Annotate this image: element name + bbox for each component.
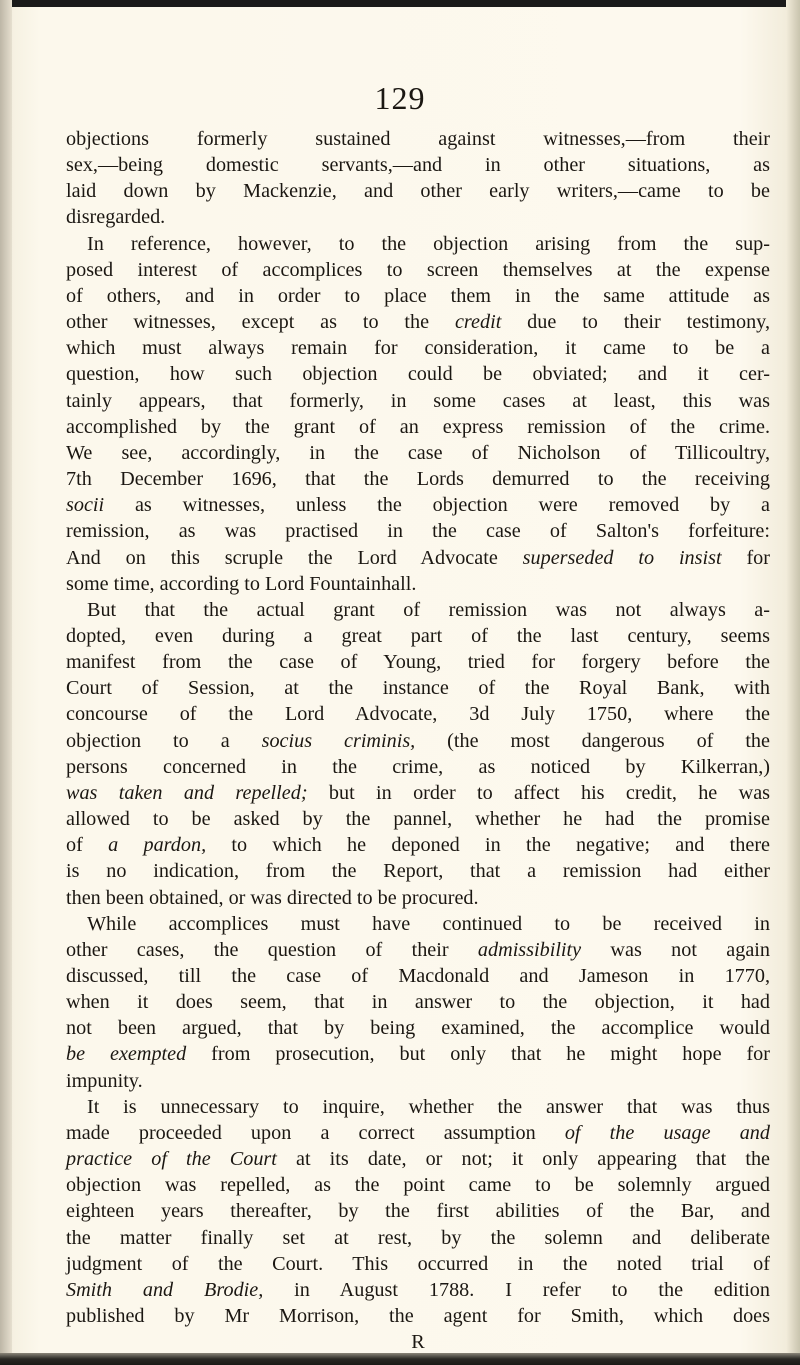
- text-line: We see, accordingly, in the case of Nicholson of Tillicoultry,: [66, 441, 770, 464]
- text-line: manifest from the case of Young, tried for forgery before the: [66, 651, 770, 674]
- text-line: laid down by Mackenzie, and other early writers,—came to be: [66, 180, 770, 203]
- text-line: practice of the Court at its date, or not; it only appearing that the: [66, 1148, 770, 1171]
- text-line: objection was repelled, as the point came to be solemnly argued: [66, 1174, 770, 1197]
- text-line: 7th December 1696, that the Lords demurred to the receiving: [66, 468, 770, 491]
- text-line: allowed to be asked by the pannel, whether he had the promise: [66, 808, 770, 831]
- text-line: Smith and Brodie, in August 1788. I refer to the edition: [66, 1278, 770, 1301]
- text-line: dopted, even during a great part of the last century, seems: [66, 624, 770, 647]
- body-text: [66, 126, 770, 1355]
- text-line: which must always remain for consideration, it came to be a: [66, 337, 770, 360]
- text-line: It is unnecessary to inquire, whether the answer that was thus: [87, 1095, 770, 1118]
- text-line: And on this scruple the Lord Advocate superseded to insist for: [66, 546, 770, 569]
- text-line: when it does seem, that in answer to the objection, it had: [66, 991, 770, 1014]
- italic-phrase: be exempted: [66, 1043, 187, 1066]
- text-line: socii as witnesses, unless the objection were removed by a: [66, 494, 770, 517]
- text-line: not been argued, that by being examined, the accomplice would: [66, 1017, 770, 1040]
- italic-phrase: credit: [454, 311, 502, 334]
- top-border: [0, 0, 800, 7]
- left-page-edge: [0, 0, 12, 1365]
- text-line: published by Mr Morrison, the agent for Smith, which does: [66, 1305, 770, 1328]
- text-line: be exempted from prosecution, but only that he might hope for: [66, 1043, 771, 1066]
- text-line: Court of Session, at the instance of the Royal Bank, with: [66, 677, 770, 700]
- text-line: sex,—being domestic servants,—and in other situations, as: [66, 154, 770, 177]
- text-line: some time, according to Lord Fountainhall.: [66, 572, 417, 595]
- text-line: question, how such objection could be obviated; and it cer-: [66, 363, 770, 386]
- text-line: remission, as was practised in the case of Salton's forfeiture:: [66, 520, 770, 543]
- text-line: concourse of the Lord Advocate, 3d July 1750, where the: [66, 703, 770, 726]
- page-number: 129: [374, 80, 426, 116]
- italic-phrase: was taken and repelled;: [66, 781, 308, 804]
- text-line: judgment of the Court. This occurred in the noted trial of: [66, 1252, 770, 1275]
- text-line: posed interest of accomplices to screen themselves at the expense: [66, 258, 770, 281]
- italic-phrase: of the usage and: [564, 1121, 770, 1144]
- text-line: While accomplices must have continued to be received in: [87, 912, 770, 935]
- text-line: other cases, the question of their admissibility was not again: [66, 938, 770, 961]
- text-line: then been obtained, or was directed to be procured.: [66, 886, 479, 909]
- italic-phrase: admissibility: [477, 938, 582, 961]
- text-line: other witnesses, except as to the credit due to their testimony,: [66, 311, 770, 334]
- right-page-edge: [786, 0, 800, 1365]
- text-line: objections formerly sustained against witnesses,—from their: [66, 128, 770, 150]
- text-line: tainly appears, that formerly, in some cases at least, this was: [66, 389, 770, 412]
- text-line: But that the actual grant of remission was not always a-: [87, 598, 770, 621]
- text-line: was taken and repelled; but in order to affect his credit, he was: [66, 781, 771, 804]
- italic-phrase: a pardon,: [108, 834, 207, 857]
- text-line: eighteen years thereafter, by the first abilities of the Bar, and: [66, 1200, 770, 1223]
- text-line: accomplished by the grant of an express remission of the crime.: [66, 415, 770, 438]
- text-line: the matter finally set at rest, by the solemn and deliberate: [66, 1226, 770, 1249]
- text-line: of a pardon, to which he deponed in the negative; and there: [66, 834, 771, 857]
- italic-phrase: Smith and Brodie,: [66, 1278, 264, 1301]
- italic-phrase: superseded to insist: [522, 546, 722, 569]
- text-line: discussed, till the case of Macdonald and Jameson in 1770,: [66, 965, 770, 987]
- text-line: impunity.: [66, 1069, 143, 1092]
- text-line: of others, and in order to place them in the same attitude as: [66, 284, 770, 307]
- text-line: persons concerned in the crime, as noticed by Kilkerran,): [66, 755, 770, 778]
- text-line: objection to a socius criminis, (the most dangerous of the: [66, 729, 770, 752]
- italic-phrase: practice of the Court: [66, 1148, 277, 1171]
- text-line: made proceeded upon a correct assumption of the usage and: [66, 1121, 770, 1144]
- signature-mark: R: [411, 1331, 425, 1354]
- text-line: In reference, however, to the objection arising from the sup-: [87, 232, 770, 255]
- text-line: disregarded.: [66, 206, 166, 229]
- text-line: is no indication, from the Report, that a remission had either: [66, 860, 770, 883]
- italic-phrase: socii: [66, 494, 105, 517]
- italic-phrase: socius criminis,: [261, 729, 416, 752]
